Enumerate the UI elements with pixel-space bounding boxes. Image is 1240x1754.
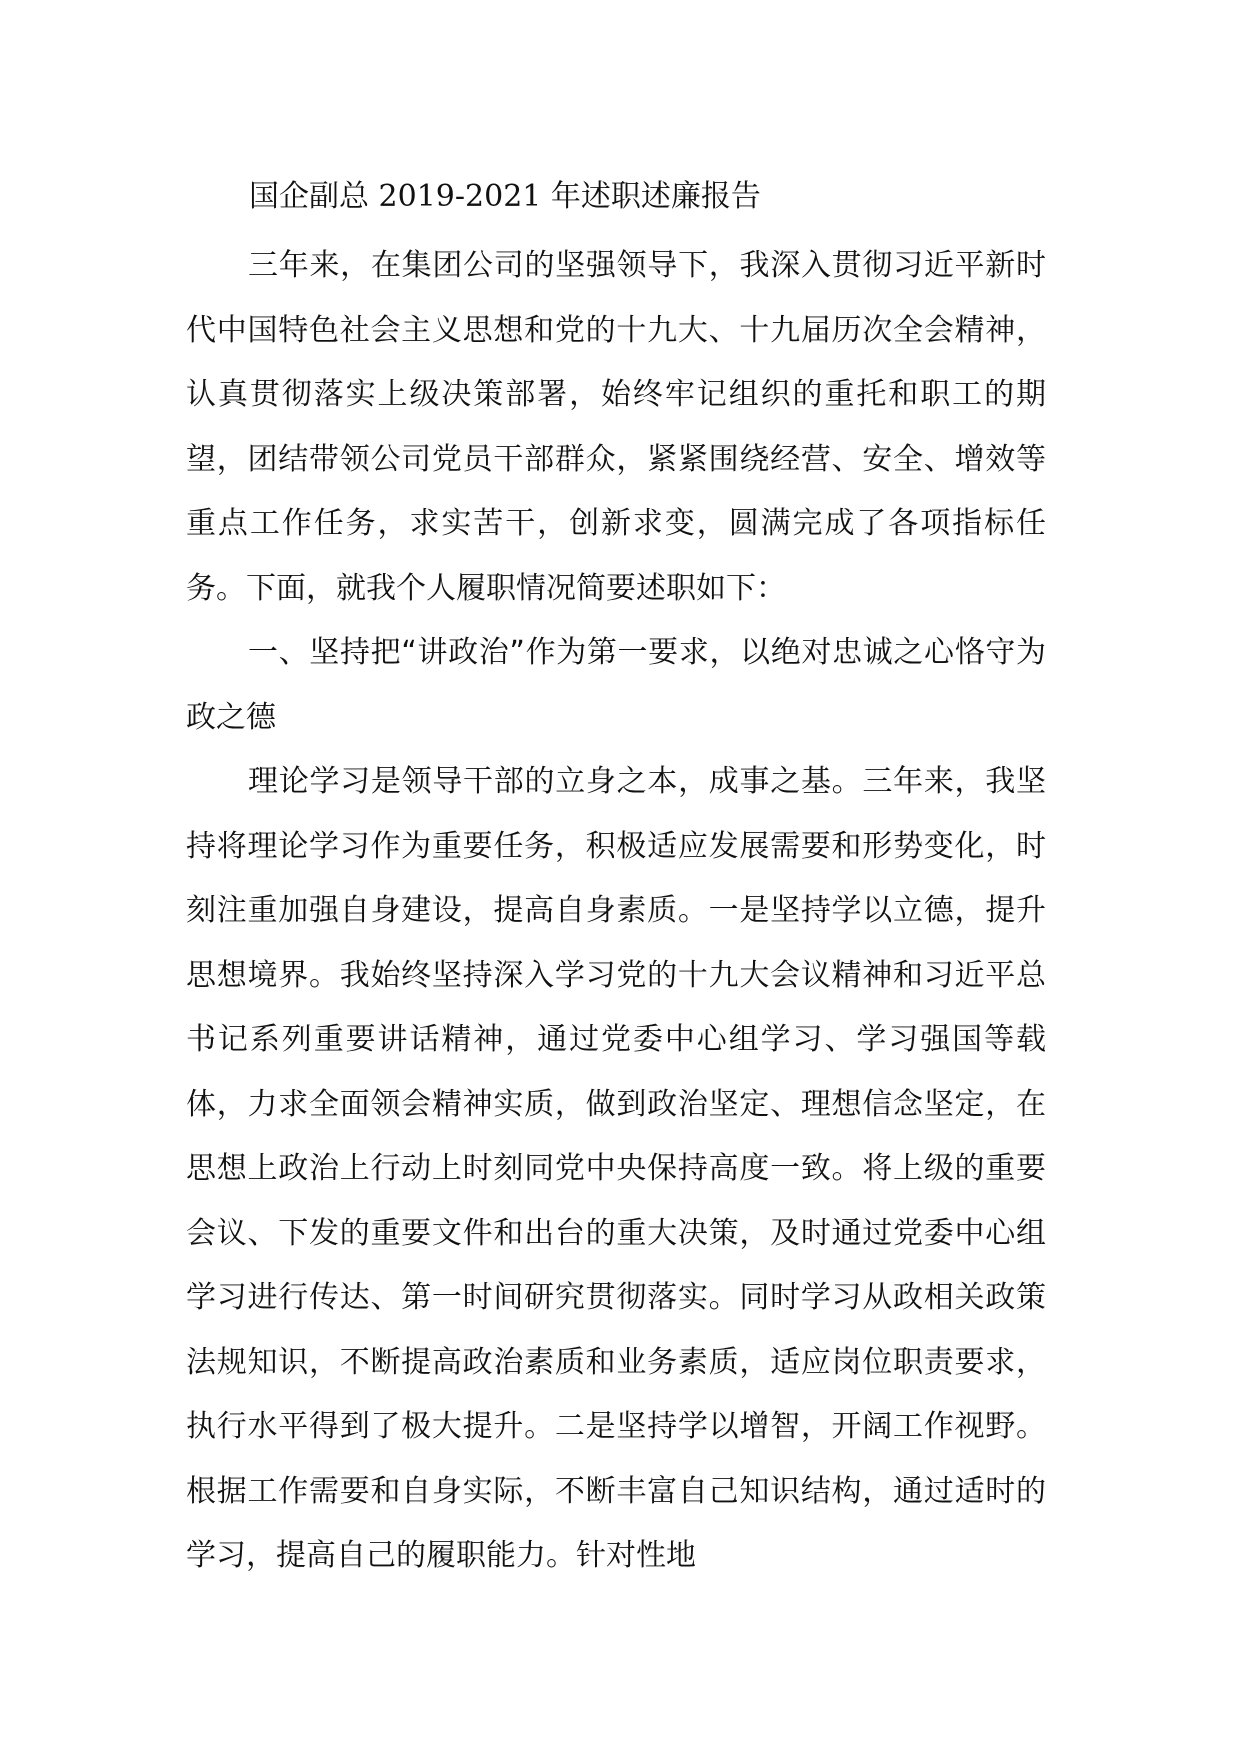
paragraph-theory-study: 理论学习是领导干部的立身之本，成事之基。三年来，我坚持将理论学习作为重要任务，积极适应发展需要和形势变化，时刻注重加强自身建设，提高自身素质。一是坚持学以立德，提升思想境界。我始终坚持深入学习党的十九大会议精神和习近平总书记系列重要讲话精神，通过党委中心组学习、学习强国等载体，力求全面领会精神实质，做到政治坚定、理想信念坚定，在思想上政治上行动上时刻同党中央保持高度一致。将上级的重要会议、下发的重要文件和出台的重大决策，及时通过党委中心组学习进行传达、第一时间研究贯彻落实。同时学习从政相关政策法规知识，不断提高政治素质和业务素质，适应岗位职责要求，执行水平得到了极大提升。二是坚持学以增智，开阔工作视野。根据工作需要和自身实际，不断丰富自己知识结构，通过适时的学习，提高自己的履职能力。针对性地 [186,764,1046,1573]
paragraph-intro: 三年来，在集团公司的坚强领导下，我深入贯彻习近平新时代中国特色社会主义思想和党的十九大、十九届历次全会精神，认真贯彻落实上级决策部署，始终牢记组织的重托和职工的期望，团结带领公司党员干部群众，紧紧围绕经营、安全、增效等重点工作任务，求实苦干，创新求变，圆满完成了各项指标任务。下面，就我个人履职情况简要述职如下： [186,248,1046,606]
section-heading-1: 一、坚持把“讲政治”作为第一要求，以绝对忠诚之心恪守为政之德 [186,635,1046,735]
document-body [186,234,1046,1589]
document-title: 国企副总 2019-2021 年述职述廉报告 [249,179,761,214]
